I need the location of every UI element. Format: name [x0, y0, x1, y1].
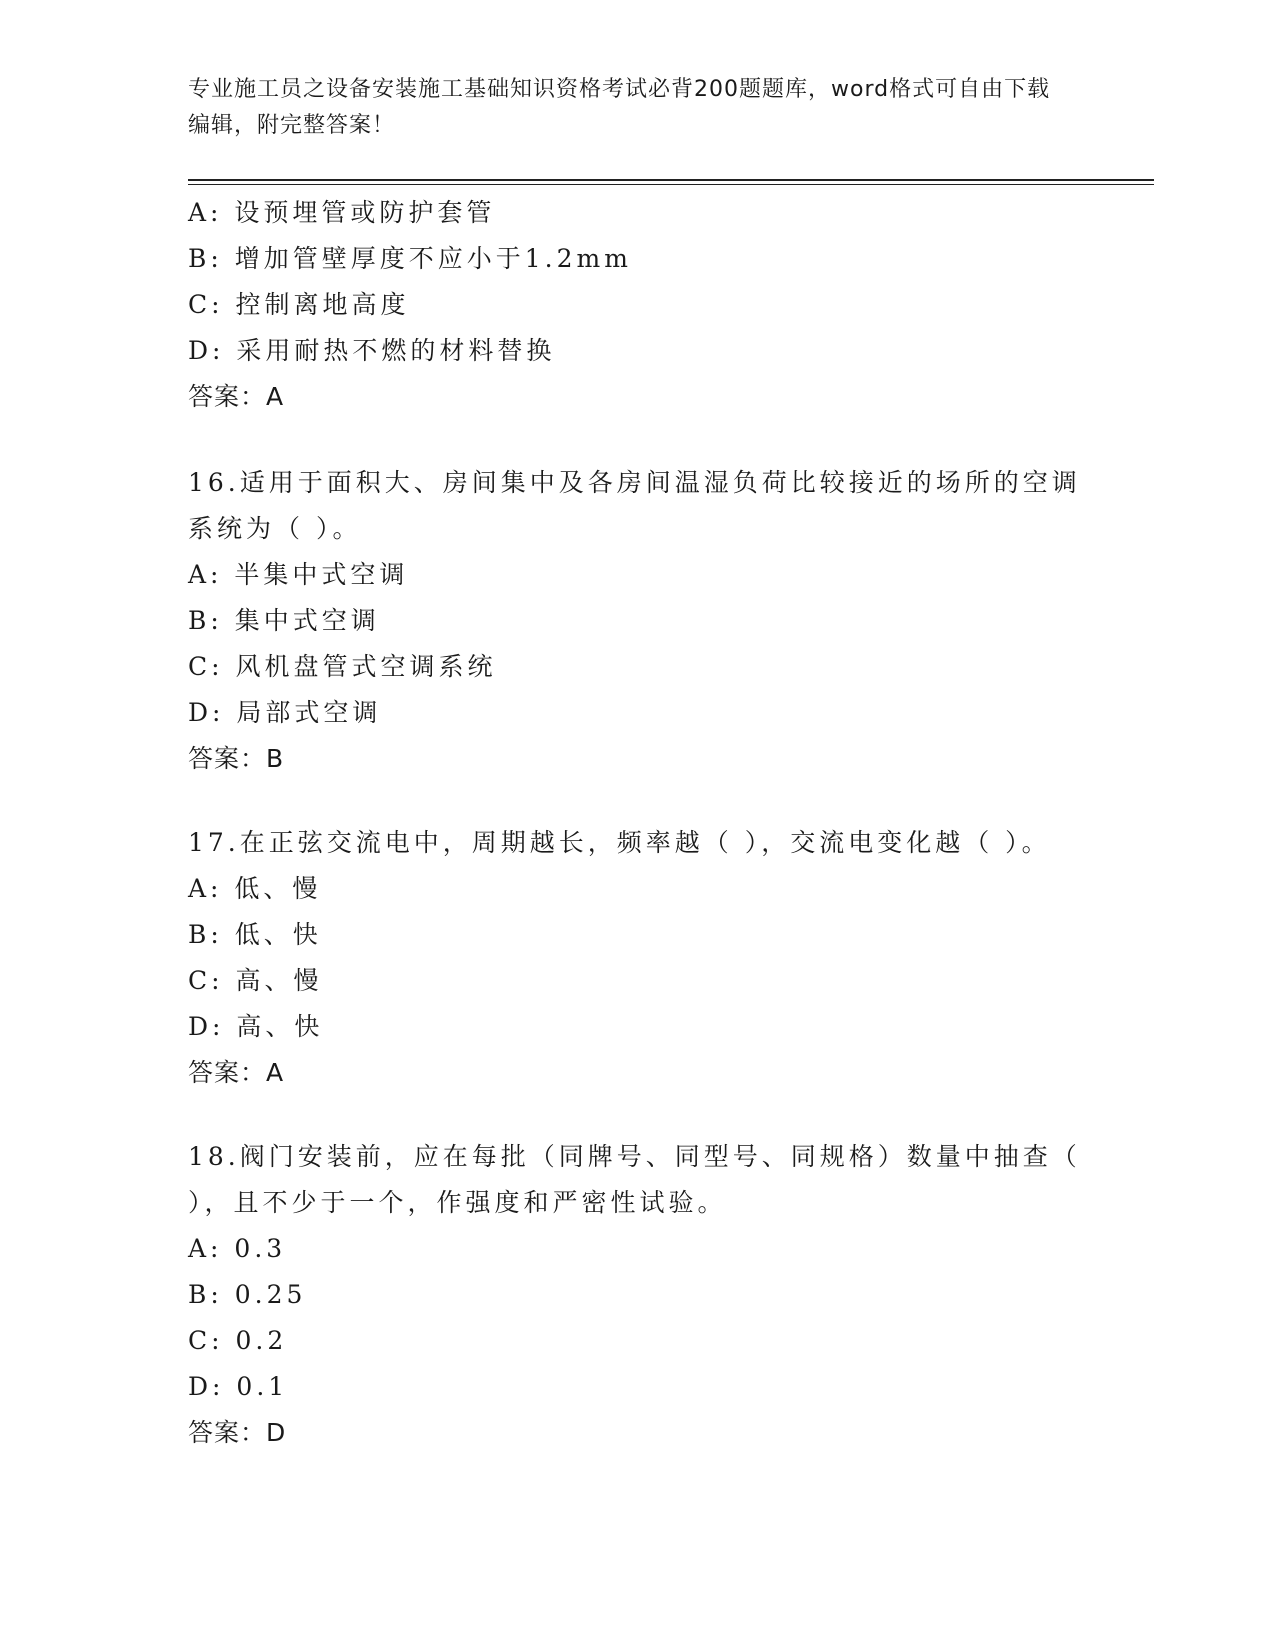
option-d: D: 0.1 — [188, 1372, 289, 1401]
question-17-block — [188, 820, 1088, 1096]
header-divider-thick — [188, 179, 1154, 181]
answer-line: 答案：A — [188, 382, 285, 411]
option-d: D: 采用耐热不燃的材料替换 — [188, 336, 556, 365]
option-c: C: 控制离地高度 — [188, 290, 410, 319]
option-c: C: 风机盘管式空调系统 — [188, 652, 497, 681]
question-stem: 16.适用于面积大、房间集中及各房间温湿负荷比较接近的场所的空调系统为（ ）。 — [188, 468, 1081, 543]
option-c: C: 高、慢 — [188, 966, 323, 995]
question-15-block — [188, 190, 1088, 420]
option-a: A: 低、慢 — [188, 874, 322, 903]
answer-line: 答案：A — [188, 1058, 285, 1087]
question-16-block — [188, 460, 1088, 782]
option-b: B: 0.25 — [188, 1280, 307, 1309]
option-b: B: 增加管壁厚度不应小于1.2mm — [188, 244, 632, 273]
question-content — [188, 190, 1088, 1456]
question-18-block — [188, 1134, 1088, 1456]
option-b: B: 集中式空调 — [188, 606, 380, 635]
option-a: A: 设预埋管或防护套管 — [188, 198, 496, 227]
answer-line: 答案：B — [188, 744, 285, 773]
header-divider-thin — [188, 184, 1154, 185]
option-d: D: 高、快 — [188, 1012, 324, 1041]
option-c: C: 0.2 — [188, 1326, 288, 1355]
question-stem: 18.阀门安装前，应在每批（同牌号、同型号、同规格）数量中抽查（ ），且不少于一个，作强度和严密性试验。 — [188, 1142, 1081, 1217]
answer-line: 答案：D — [188, 1418, 287, 1447]
option-b: B: 低、快 — [188, 920, 322, 949]
option-d: D: 局部式空调 — [188, 698, 382, 727]
question-stem: 17.在正弦交流电中，周期越长，频率越（ ），交流电变化越（ ）。 — [188, 828, 1051, 857]
document-header: 专业施工员之设备安装施工基础知识资格考试必背200题题库，word格式可自由下载编辑，附完整答案！ — [188, 77, 1051, 138]
option-a: A: 半集中式空调 — [188, 560, 409, 589]
option-a: A: 0.3 — [188, 1234, 287, 1263]
